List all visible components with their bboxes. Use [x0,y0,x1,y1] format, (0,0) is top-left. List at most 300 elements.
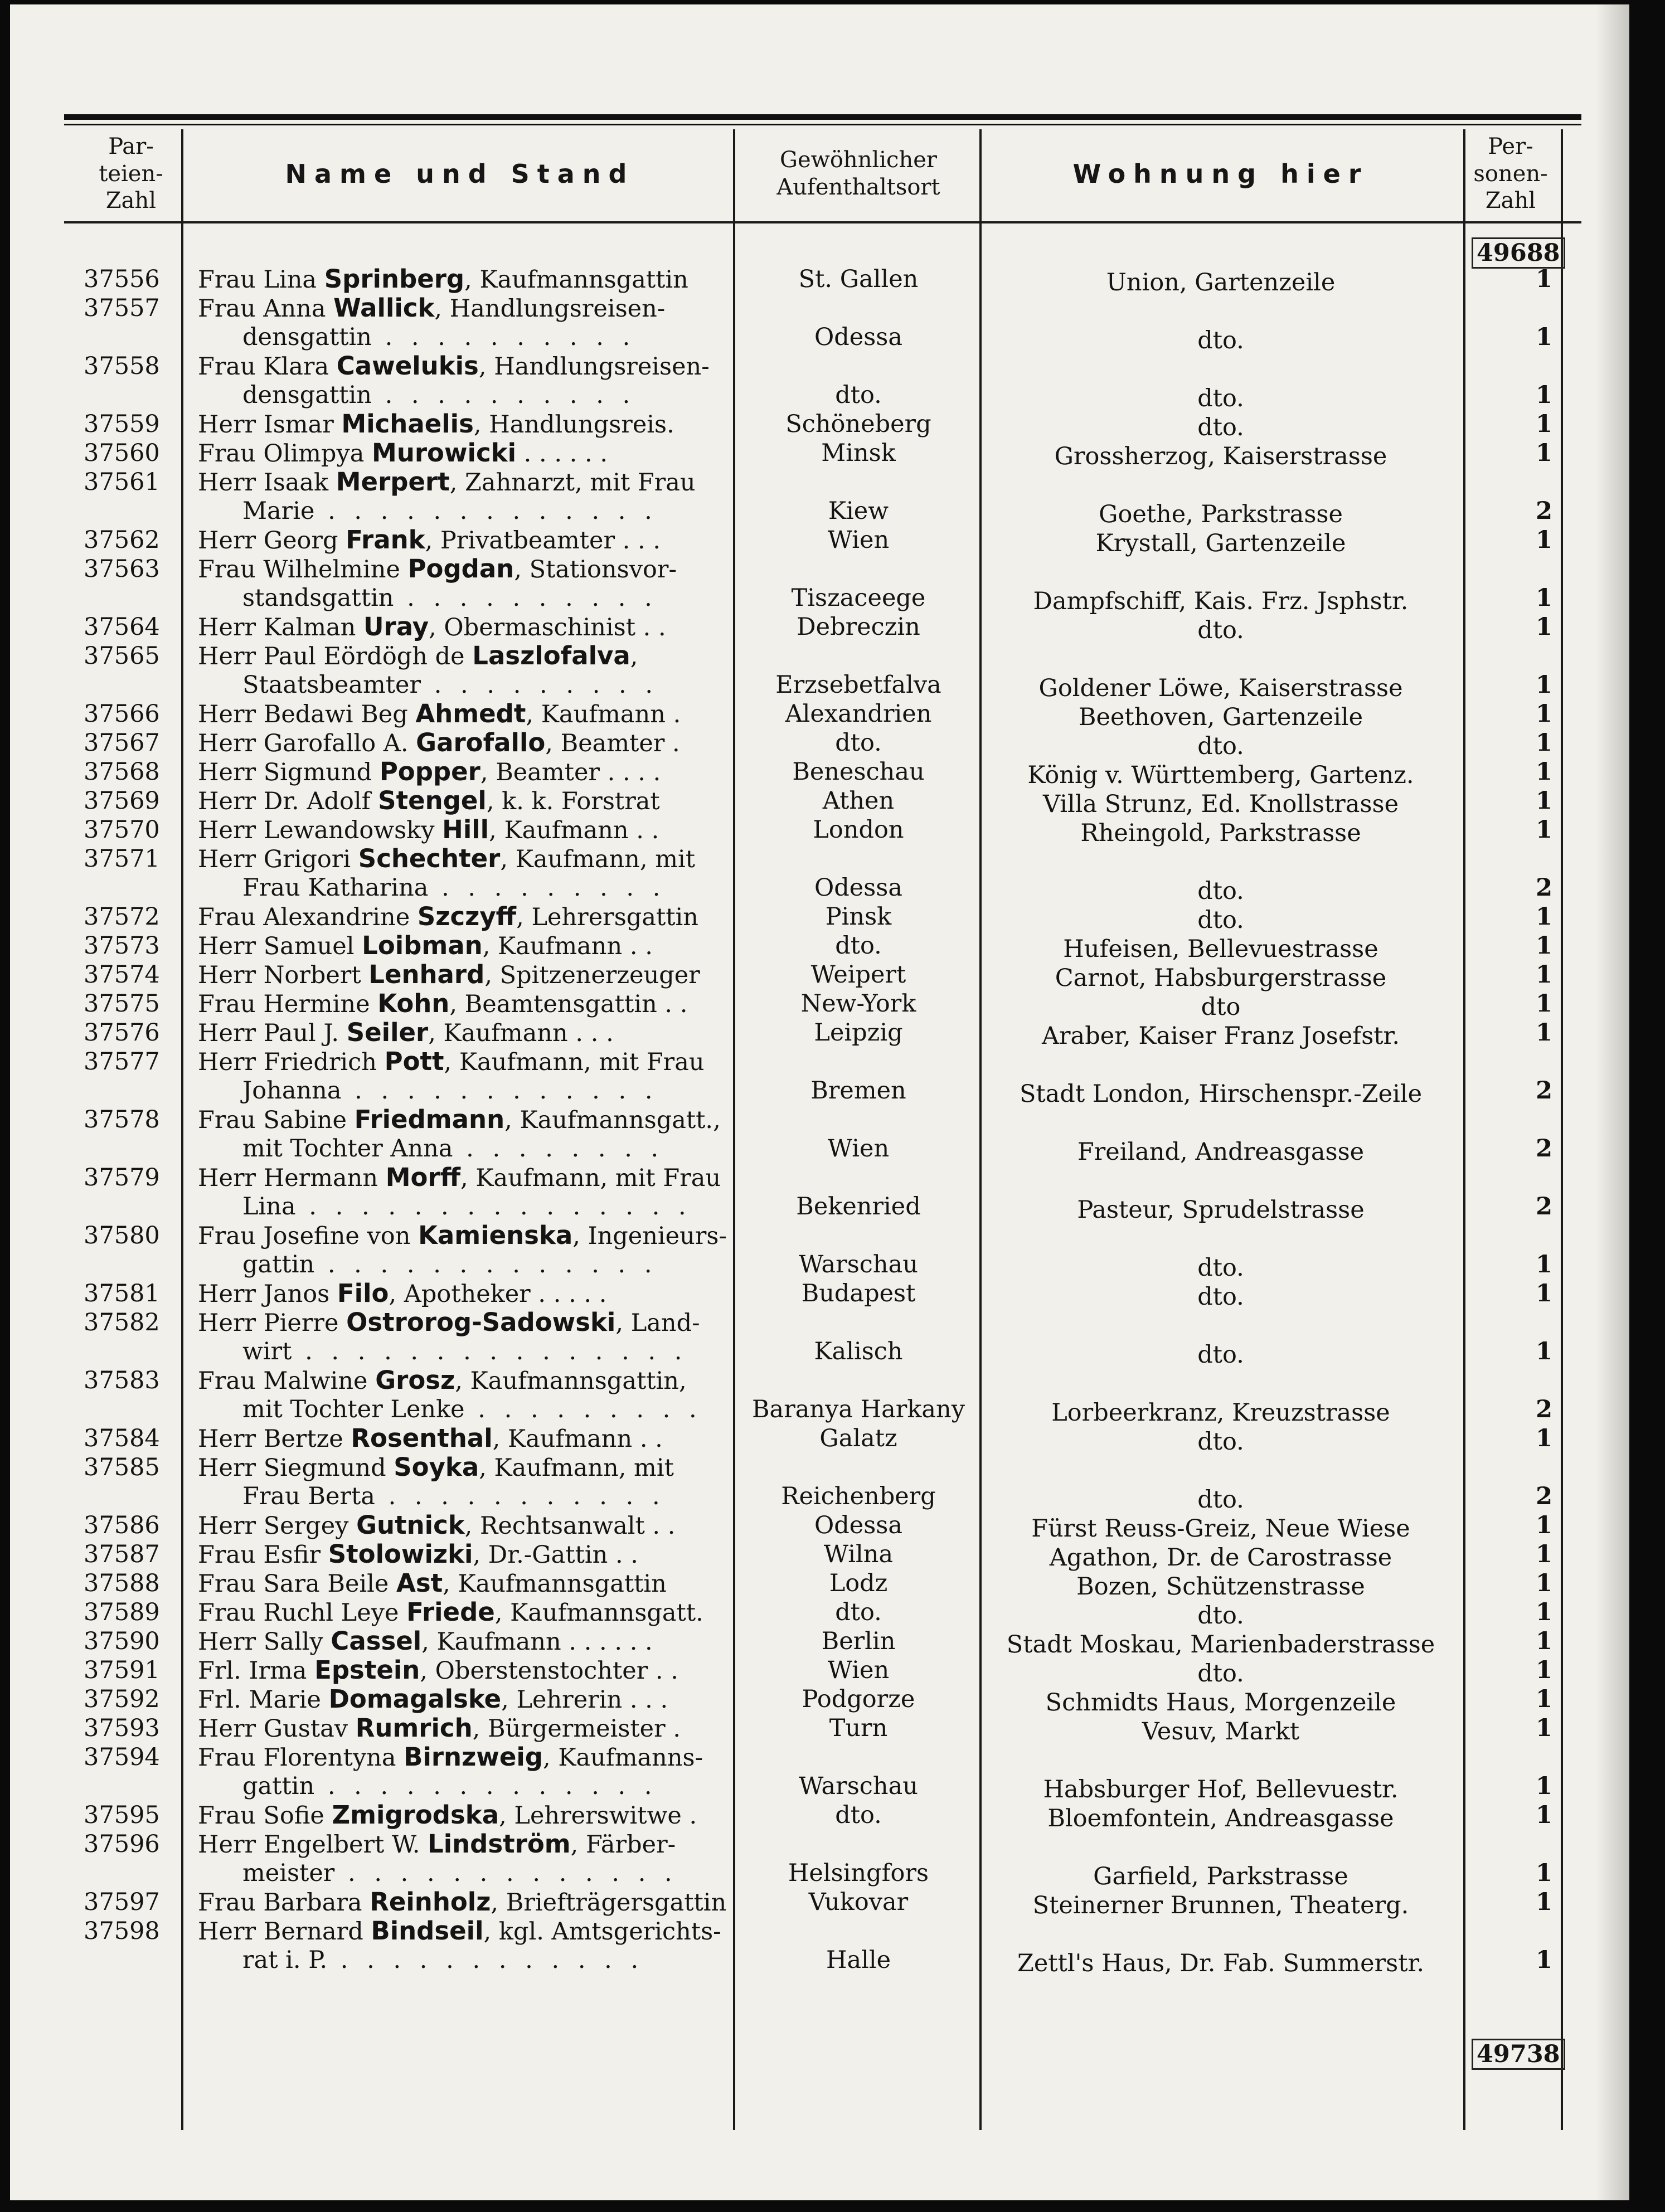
leader-dots: . . . . . . . . [453,1135,664,1163]
entry-name-prefix: Herr Engelbert W. [198,1831,428,1859]
entry-number: 37594 [84,1743,160,1771]
entry-number: 37573 [84,932,160,960]
entry-number: 37581 [84,1280,160,1307]
entry-number: 37561 [84,468,160,496]
entry-number: 37595 [84,1801,160,1829]
entry-origin: dto. [835,932,882,960]
entry-name-line [198,265,725,294]
entry-name-line [198,1424,725,1453]
entry-name-prefix: Herr Hermann [198,1164,386,1192]
entry-name-line [198,1511,725,1540]
entry-origin: Reichenberg [781,1482,936,1510]
entry-name-text [198,1367,687,1395]
entry-number: 37590 [84,1627,160,1655]
entry-name-prefix: rat i. P. [242,1946,328,1974]
header-person-count: Per-sonen-Zahl [1473,133,1548,214]
entry-name-text [198,556,677,584]
entry-lodging: Goethe, Parkstrasse [1099,500,1343,528]
entry-origin: Leipzig [814,1019,903,1047]
entry-lodging: dto. [1197,1486,1244,1514]
entry-lodging: Garfield, Parkstrasse [1093,1863,1348,1890]
entry-name-prefix: Herr Pierre [198,1309,347,1337]
entry-lodging: dto. [1197,906,1244,934]
entry-name-prefix: Herr Kalman [198,614,364,641]
entry-name-prefix: Herr Siegmund [198,1454,394,1482]
entry-number: 37564 [84,613,160,641]
entry-name-text [198,1338,687,1365]
entry-lodging: dto [1201,993,1241,1021]
entry-name-text [198,730,680,757]
entry-person-count: 1 [1536,1511,1552,1539]
entry-origin: Wien [827,1135,890,1163]
entry-name-text [198,1570,667,1598]
page-total-count: 49738 [1472,2040,1552,2069]
entry-name-suffix: , Handlungsreisen- [478,353,710,381]
entry-origin: Bremen [810,1077,906,1105]
entry-name-line [198,1801,725,1830]
entry-name-suffix: , Apotheker . . . . . [389,1280,607,1308]
entry-name-line [198,1946,725,1975]
entry-number: 37562 [84,526,160,554]
header-lodging-here: Wohnung hier [1072,158,1369,189]
entry-lodging: Union, Gartenzeile [1106,269,1336,296]
header-party-number: Par-teien-Zahl [99,133,163,214]
entry-name-text [198,1193,692,1221]
entry-person-count: 1 [1536,816,1552,844]
entry-origin: Pinsk [825,903,892,931]
entry-name-suffix: , Kaufmannsgattin [464,266,688,294]
entry-number: 37557 [84,294,160,322]
entry-name-suffix: , [630,643,638,670]
entry-name-line [198,1047,725,1076]
entry-lodging: dto. [1197,414,1244,441]
entry-person-count: 1 [1536,1019,1552,1047]
entry-number: 37588 [84,1569,160,1597]
entry-surname: Garofallo [416,728,546,757]
entry-name-suffix: , Handlungsreisen- [434,295,666,323]
entry-number: 37593 [84,1714,160,1742]
entry-name-text [198,903,698,931]
entry-lodging: Pasteur, Sprudelstrasse [1077,1196,1365,1224]
entry-person-count: 1 [1536,729,1552,757]
entry-origin: Schöneberg [785,410,931,438]
entry-person-count: 1 [1536,1425,1552,1452]
entry-name-line [198,1337,725,1366]
entry-name-line [198,1598,725,1627]
entry-name-suffix: , Kaufmann . . . [428,1019,614,1047]
entry-name-text [198,584,658,612]
entry-name-prefix: Herr Janos [198,1280,337,1308]
entry-lodging: dto. [1197,1602,1244,1630]
entry-surname: Hill [442,815,489,844]
entry-name-text [198,643,638,670]
entry-surname: Wallick [333,293,435,323]
entry-name-prefix: Herr Georg [198,527,346,555]
entry-name-line [198,1018,725,1047]
entry-origin: Budapest [801,1280,916,1307]
entry-number: 37566 [84,700,160,728]
entry-name-line [198,526,725,555]
entry-person-count: 2 [1536,1077,1552,1105]
leader-dots: . . . . . . . . . . . . [327,1946,644,1974]
entry-number: 37587 [84,1540,160,1568]
entry-surname: Cassel [331,1626,422,1656]
entry-name-line [198,410,725,439]
entry-name-prefix: Herr Grigori [198,845,358,873]
entry-origin: Tiszaceege [791,584,926,612]
entry-surname: Schechter [358,844,501,873]
entry-name-suffix: , Beamtensgattin . . [449,990,688,1018]
entry-name-suffix: , Lehrersgattin [516,903,698,931]
entry-name-suffix: , Kaufmann, mit [500,845,696,873]
entry-number: 37579 [84,1164,160,1192]
entry-surname: Szczyff [417,902,517,931]
entry-name-line [198,1569,725,1598]
entry-name-text [198,469,696,497]
entry-name-prefix: Herr Ismar [198,411,342,439]
entry-name-suffix: , kgl. Amtsgerichts- [483,1918,721,1946]
entry-surname: Bindseil [371,1916,484,1946]
entry-person-count: 1 [1536,1888,1552,1916]
entry-name-prefix: Herr Bernard [198,1918,371,1946]
entry-name-line [198,1395,725,1424]
entry-number: 37570 [84,816,160,844]
entry-lodging: Schmidts Haus, Morgenzeile [1045,1689,1396,1717]
leader-dots: . . . . . . . . . . . [375,1482,666,1510]
entry-name-line [198,352,725,381]
entry-name-prefix: mit Tochter Lenke [242,1396,465,1423]
entry-origin: Erzsebetfalva [775,671,941,699]
entry-surname: Stolowizki [328,1539,473,1569]
entry-lodging: Zettl's Haus, Dr. Fab. Summerstr. [1017,1950,1425,1977]
entry-name-suffix: , Land- [615,1309,700,1337]
entry-name-suffix: , Dr.-Gattin . . [473,1541,638,1569]
leader-dots: . . . . . . . . . [428,874,666,902]
entry-name-text [198,1251,658,1278]
entry-person-count: 1 [1536,323,1552,351]
entry-name-suffix: , Kaufmann, mit [479,1454,674,1482]
entry-name-suffix: , Beamter . . . . [480,759,661,786]
leader-dots: . . . . . . . . . . . . . . . [292,1338,688,1365]
entry-name-suffix: , Kaufmannsgattin, [455,1367,687,1395]
entry-name-line [198,786,725,815]
entry-person-count: 2 [1536,1135,1552,1163]
entry-name-prefix: Marie [242,497,315,525]
entry-surname: Cawelukis [336,351,479,381]
entry-name-prefix: Frau Klara [198,353,337,381]
entry-number: 37574 [84,961,160,989]
entry-number: 37560 [84,439,160,467]
entry-name-suffix: , k. k. Forstrat [486,787,660,815]
entry-surname: Frank [346,525,425,555]
entry-lodging: Hufeisen, Bellevuestrasse [1063,935,1378,963]
entry-name-line [198,1308,725,1337]
entry-number: 37577 [84,1048,160,1076]
entry-name-text [198,1222,727,1250]
entry-origin: Halle [826,1946,891,1974]
entry-name-line [198,1192,725,1221]
entry-name-text [198,787,660,815]
entry-lodging: Rheingold, Parkstrasse [1080,819,1361,847]
entry-name-line [198,670,725,699]
entry-name-line [198,497,725,526]
entry-name-prefix: Herr Paul Eördögh de [198,643,473,670]
leader-dots: . . . . . . . . . [464,1396,702,1423]
entry-name-prefix: Herr Bedawi Beg [198,701,416,728]
entry-name-prefix: Johanna [242,1077,342,1105]
entry-name-text [198,845,695,873]
entry-number: 37580 [84,1222,160,1250]
entry-person-count: 1 [1536,1251,1552,1278]
entry-name-text [198,701,681,728]
entry-number: 37584 [84,1425,160,1452]
entry-lodging: Carnot, Habsburgerstrasse [1055,964,1387,992]
entry-name-prefix: Frau Florentyna [198,1744,404,1772]
entry-name-prefix: Herr Sally [198,1628,331,1656]
entry-name-prefix: Herr Samuel [198,932,362,960]
entry-person-count: 2 [1536,874,1552,902]
entry-person-count: 2 [1536,497,1552,525]
entry-person-count: 2 [1536,1193,1552,1221]
entry-name-line [198,989,725,1018]
leader-dots: . . . . . . . . . . . . [341,1077,658,1105]
entry-surname: Seiler [346,1018,429,1047]
entry-lodging: Beethoven, Gartenzeile [1078,703,1363,731]
entry-name-line [198,323,725,352]
entry-lodging: dto. [1197,385,1244,412]
entry-name-suffix: , Kaufmann . [526,701,681,728]
leader-dots: . . . . . . . . . . . . . . . [295,1193,692,1221]
entry-number: 37568 [84,758,160,786]
entry-name-line [198,844,725,873]
entry-name-prefix: Frau Sofie [198,1802,332,1830]
entry-name-prefix: Staatsbeamter [242,671,421,699]
entry-surname: Domagalske [328,1684,502,1714]
entry-lodging: Grossherzog, Kaiserstrasse [1054,443,1387,470]
leader-dots: . . . . . . . . . . [371,323,636,351]
entry-lodging: König v. Württemberg, Gartenz. [1027,761,1414,789]
entry-name-line [198,439,725,468]
entry-name-text [198,1772,658,1800]
entry-name-text [198,1309,700,1337]
entry-number: 37565 [84,642,160,670]
entry-name-line [198,1250,725,1279]
entry-surname: Uray [363,612,429,641]
entry-origin: dto. [835,1598,882,1626]
entry-name-line [198,1221,725,1250]
entry-name-prefix: wirt [242,1338,292,1365]
entry-name-prefix: Lina [242,1193,296,1221]
entry-number: 37563 [84,555,160,583]
entry-person-count: 1 [1536,584,1552,612]
entry-name-prefix: Herr Sergey [198,1512,357,1540]
entry-name-line [198,728,725,757]
entry-lodging: Habsburger Hof, Bellevuestr. [1043,1776,1399,1803]
entry-person-count: 1 [1536,410,1552,438]
entry-origin: Helsingfors [788,1859,929,1887]
entry-name-text [198,1454,674,1482]
entry-person-count: 1 [1536,1280,1552,1307]
entry-lodging: Araber, Kaiser Franz Josefstr. [1041,1022,1400,1050]
entry-name-text [198,1106,721,1134]
entry-name-line [198,1772,725,1801]
entry-surname: Popper [379,757,480,786]
entry-name-prefix: Frau Sabine [198,1106,355,1134]
entry-lodging: Stadt Moskau, Marienbaderstrasse [1006,1631,1435,1659]
entry-name-text [198,1918,721,1946]
entry-origin: Odessa [814,1511,902,1539]
entry-name-line [198,1279,725,1308]
entry-lodging: Dampfschiff, Kais. Frz. Jsphstr. [1033,587,1409,615]
entry-name-prefix: Frau Barbara [198,1889,370,1917]
entry-name-suffix: , Färber- [570,1831,676,1859]
entry-name-prefix: Frau Sara Beile [198,1570,397,1598]
entry-lodging: dto. [1197,1283,1244,1311]
entry-person-count: 1 [1536,671,1552,699]
entry-name-line [198,1830,725,1859]
entry-origin: Wien [827,1656,890,1684]
entry-name-text [198,1482,666,1510]
entry-name-text [198,295,665,323]
entry-person-count: 1 [1536,1569,1552,1597]
entry-name-suffix: . . . . . . [516,440,608,468]
entry-lodging: Lorbeerkranz, Kreuzstrasse [1051,1399,1390,1427]
entry-person-count: 1 [1536,526,1552,554]
entry-person-count: 1 [1536,1946,1552,1974]
header-name-and-status: Name und Stand [285,158,635,189]
entry-name-text [198,671,658,699]
entry-name-text [198,1541,638,1569]
entry-lodging: Bozen, Schützenstrasse [1076,1573,1365,1601]
entry-person-count: 1 [1536,990,1552,1018]
entry-name-suffix: , Kaufmanns- [543,1744,703,1772]
entry-person-count: 1 [1536,700,1552,728]
entry-name-prefix: Frl. Irma [198,1657,315,1685]
entry-name-text [198,1686,668,1714]
entry-origin: Warschau [799,1772,918,1800]
entry-surname: Sprinberg [324,264,465,294]
entry-name-prefix: mit Tochter Anna [242,1135,453,1163]
entry-lodging: Krystall, Gartenzeile [1095,529,1346,557]
entry-name-text [198,411,674,439]
entry-name-prefix: Frau Esfir [198,1541,328,1569]
entry-name-text [198,874,666,902]
entry-name-prefix: gattin [242,1772,315,1800]
entry-name-line [198,1482,725,1511]
entry-name-line [198,699,725,728]
entry-origin: New-York [800,990,916,1018]
entry-name-prefix: Frau Malwine [198,1367,376,1395]
entry-origin: Galatz [819,1425,897,1452]
entry-person-count: 1 [1536,961,1552,989]
entry-number: 37591 [84,1656,160,1684]
entry-name-line [198,1743,725,1772]
entry-name-suffix: , Kaufmann, mit Frau [460,1164,721,1192]
entry-surname: Lenhard [368,960,485,989]
entry-name-line [198,381,725,410]
entry-name-line [198,1685,725,1714]
entry-name-suffix: , Handlungsreis. [473,411,674,439]
entry-name-text [198,1802,697,1830]
entry-name-text [198,1048,705,1076]
entry-name-text [198,1396,702,1423]
entry-person-count: 1 [1536,613,1552,641]
entry-name-suffix: , Stationsvor- [514,556,677,584]
entry-name-prefix: Herr Dr. Adolf [198,787,378,815]
entry-name-text [198,440,608,468]
entry-origin: Wilna [823,1540,894,1568]
entry-name-line [198,1540,725,1569]
entry-origin: dto. [835,381,882,409]
entry-person-count: 1 [1536,932,1552,960]
entry-lodging: dto. [1197,1254,1244,1282]
entry-name-line [198,584,725,612]
entry-surname: Laszlofalva [472,641,630,670]
entry-name-line [198,1888,725,1917]
entry-person-count: 1 [1536,758,1552,786]
entry-lodging: dto. [1197,327,1244,354]
entry-origin: Kalisch [814,1338,903,1365]
entry-surname: Grosz [375,1365,455,1395]
entry-name-line [198,555,725,584]
entry-name-suffix: , Rechtsanwalt . . [464,1512,676,1540]
entry-name-prefix: Herr Isaak [198,469,336,497]
entry-name-line [198,468,725,497]
column-divider [181,129,183,2130]
entry-name-line [198,960,725,989]
entry-lodging: dto. [1197,877,1244,905]
entry-surname: Merpert [336,467,450,497]
entry-number: 37559 [84,410,160,438]
entry-name-text [198,1512,675,1540]
entry-lodging: Goldener Löwe, Kaiserstrasse [1038,674,1403,702]
entry-name-line [198,1134,725,1163]
entry-name-text [198,1599,703,1627]
leader-dots: . . . . . . . . . . . . . [334,1859,678,1887]
entry-name-prefix: Herr Norbert [198,961,369,989]
entry-name-prefix: Frau Olimpya [198,440,372,468]
entry-name-suffix: , Kaufmann, mit Frau [444,1048,705,1076]
entry-name-line [198,1366,725,1395]
entry-person-count: 1 [1536,1685,1552,1713]
page-edge-shadow [1596,4,1629,2200]
entry-name-suffix: , Kaufmann . . [492,1425,663,1453]
entry-name-prefix: densgattin [242,381,372,409]
entry-origin: Lodz [829,1569,888,1597]
entry-origin: London [813,816,904,844]
entry-name-prefix: gattin [242,1251,315,1278]
entry-name-suffix: , Oberstenstochter . . [420,1657,678,1685]
entry-origin: Beneschau [792,758,925,786]
entry-name-prefix: densgattin [242,323,372,351]
entry-person-count: 1 [1536,787,1552,815]
entry-name-line [198,1453,725,1482]
entry-surname: Murowicki [372,438,516,468]
entry-origin: Bekenried [796,1193,921,1221]
entry-origin: Vukovar [808,1888,909,1916]
entry-surname: Pogdan [407,554,514,584]
entry-name-line [198,1859,725,1888]
entry-name-prefix: Frau Josefine von [198,1222,419,1250]
entry-surname: Rosenthal [351,1423,493,1453]
entry-lodging: Steinerner Brunnen, Theaterg. [1032,1892,1409,1919]
entry-number: 37556 [84,265,160,293]
entry-surname: Morff [385,1163,461,1192]
entry-origin: Kiew [828,497,889,525]
entry-origin: Baranya Harkany [751,1396,965,1423]
column-divider [1561,129,1563,2130]
entry-number: 37582 [84,1309,160,1336]
